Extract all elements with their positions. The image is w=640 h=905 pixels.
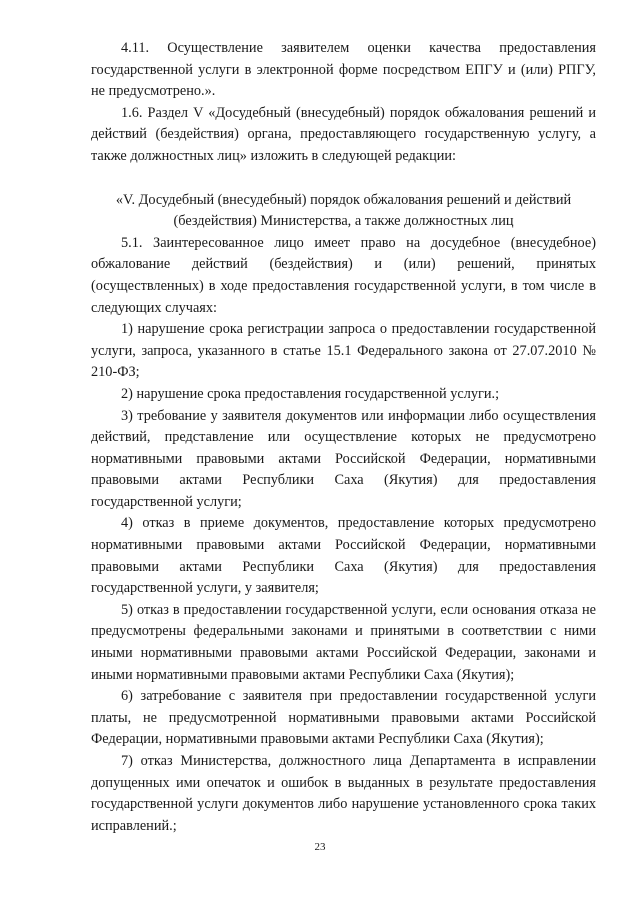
- list-item-4: 4) отказ в приеме документов, предоставление которых предусмотрено нормативными правовыми актами Российской Федерации, нормативными правовыми актами Республики Саха (Якутия) для предоставления государственной услуги, у заявителя;: [91, 515, 596, 597]
- paragraph-5-1: 5.1. Заинтересованное лицо имеет право на досудебное (внесудебное) обжалование действий (бездействия) и (или) решений, принятых (осуществленных) в ходе предоставления государственной услуги, в том числе в следующих случаях:: [91, 234, 596, 316]
- page-number: 23: [314, 841, 326, 853]
- paragraph-1-6: 1.6. Раздел V «Досудебный (внесудебный) порядок обжалования решений и действий (бездействия) органа, предоставляющего государственную услугу, а также должностных лиц» изложить в следующей редакции:: [91, 104, 596, 164]
- list-item-6: 6) затребование с заявителя при предоставлении государственной услуги платы, не предусмотренной нормативными правовыми актами Российской Федерации, нормативными правовыми актами Республики Саха (Якутия);: [91, 688, 596, 748]
- blank-line: [91, 168, 596, 190]
- document-page: [91, 38, 596, 837]
- list-item-2: 2) нарушение срока предоставления государственной услуги.;: [121, 385, 500, 402]
- paragraph-4-11: 4.11. Осуществление заявителем оценки качества предоставления государственной услуги в электронной форме посредством ЕПГУ и (или) РПГУ, не предусмотрено.».: [91, 40, 596, 100]
- list-item-7: 7) отказ Министерства, должностного лица Департамента в исправлении допущенных ими опечаток и ошибок в выданных в результате предоставления государственной услуги документов либо нарушение установленного срока таких исправлений.;: [91, 753, 596, 834]
- list-item-1: 1) нарушение срока регистрации запроса о предоставлении государственной услуги, запроса, указанного в статье 15.1 Федерального закона от 27.07.2010 № 210-ФЗ;: [91, 321, 596, 381]
- list-item-5: 5) отказ в предоставлении государственной услуги, если основания отказа не предусмотрены федеральными законами и принятыми в соответствии с ними иными нормативными правовыми актами Российской Федерации, законами и иными нормативными правовыми актами Республики Саха (Якутия);: [91, 601, 596, 683]
- section-heading: «V. Досудебный (внесудебный) порядок обжалования решений и действий (бездействия) Министерства, а также должностных лиц: [115, 191, 572, 230]
- list-item-3: 3) требование у заявителя документов или информации либо осуществления действий, представление или осуществление которых не предусмотрено нормативными правовыми актами Российской Федерации, нормативными правовыми актами Республики Саха (Якутия) для предоставления государственной услуги;: [91, 407, 596, 510]
